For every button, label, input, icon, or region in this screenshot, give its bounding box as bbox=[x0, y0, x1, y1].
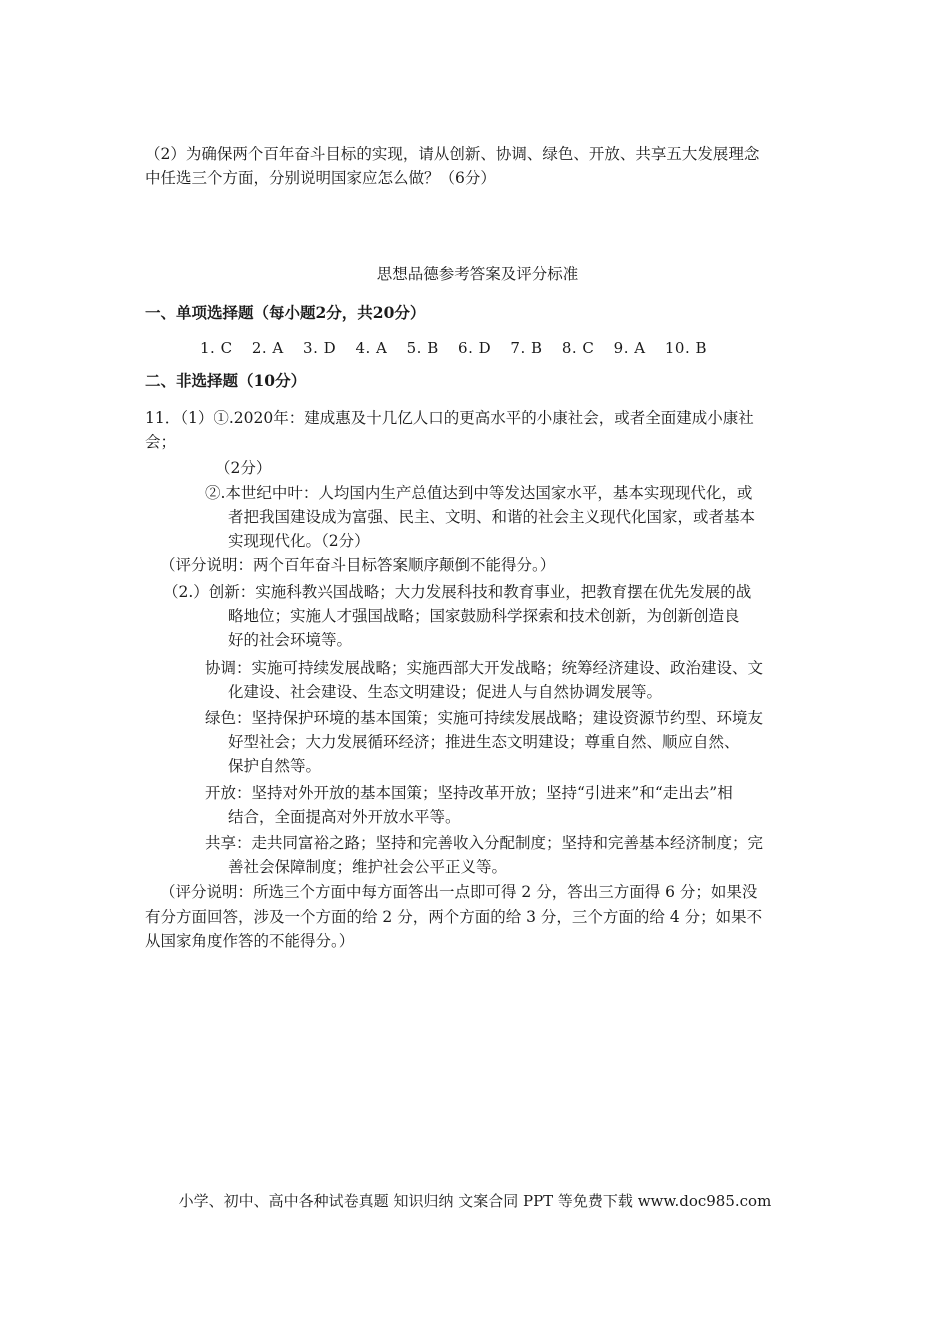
innovation-line-2: 略地位；实施人才强国战略；国家鼓励科学探索和技术创新，为创新创造良 bbox=[228, 607, 740, 625]
mc-answer: 10. B bbox=[664, 339, 708, 357]
scoring-note-2-line-3: 从国家角度作答的不能得分。） bbox=[145, 932, 355, 950]
question-2-line-2: 中任选三个方面，分别说明国家应怎么做？（6分） bbox=[145, 169, 496, 187]
coordination-line-2: 化建设、社会建设、生态文明建设；促进人与自然协调发展等。 bbox=[228, 683, 663, 701]
q11-part2-line-1: ②.本世纪中叶：人均国内生产总值达到中等发达国家水平，基本实现现代化，或 bbox=[205, 484, 753, 502]
open-line-2: 结合，全面提高对外开放水平等。 bbox=[228, 808, 461, 826]
share-line-2: 善社会保障制度；维护社会公平正义等。 bbox=[228, 858, 508, 876]
mc-answer: 7. B bbox=[510, 339, 543, 357]
mc-answer: 5. B bbox=[406, 339, 439, 357]
section-1-heading: 一、单项选择题（每小题2分，共20分） bbox=[145, 303, 426, 322]
mc-answer: 2. A bbox=[251, 339, 284, 357]
coordination-line-1: 协调：实施可持续发展战略；实施西部大开发战略；统筹经济建设、政治建设、文 bbox=[205, 659, 764, 677]
page-footer: 小学、初中、高中各种试卷真题 知识归纳 文案合同 PPT 等免费下载 www.doc985.com bbox=[178, 1192, 772, 1210]
answer-key-title: 思想品德参考答案及评分标准 bbox=[376, 265, 579, 283]
mc-answer: 6. D bbox=[458, 339, 492, 357]
mc-answer: 3. D bbox=[303, 339, 337, 357]
q11-part1-line-1: 11．（1）①.2020年：建成惠及十几亿人口的更高水平的小康社会，或者全面建成小康社 bbox=[145, 409, 754, 427]
green-line-2: 好型社会；大力发展循环经济；推进生态文明建设；尊重自然、顺应自然、 bbox=[228, 733, 740, 751]
innovation-line-1: （2.）创新：实施科教兴国战略；大力发展科技和教育事业，把教育摆在优先发展的战 bbox=[163, 583, 752, 601]
q11-part1-line-2: 会； bbox=[145, 433, 177, 451]
mc-answer: 9. A bbox=[613, 339, 646, 357]
section-2-heading: 二、非选择题（10分） bbox=[145, 371, 307, 390]
question-2-line-1: （2）为确保两个百年奋斗目标的实现，请从创新、协调、绿色、开放、共享五大发展理念 bbox=[145, 145, 760, 163]
q11-part2-line-2: 者把我国建设成为富强、民主、文明、和谐的社会主义现代化国家，或者基本 bbox=[228, 508, 756, 526]
mc-answer: 4. A bbox=[355, 339, 388, 357]
multiple-choice-answers bbox=[200, 336, 721, 360]
green-line-1: 绿色：坚持保护环境的基本国策；实施可持续发展战略；建设资源节约型、环境友 bbox=[205, 709, 764, 727]
innovation-line-3: 好的社会环境等。 bbox=[228, 631, 353, 649]
scoring-note-2-line-1: （评分说明：所选三个方面中每方面答出一点即可得 2 分，答出三方面得 6 分；如果没 bbox=[160, 883, 758, 901]
scoring-note-1: （评分说明：两个百年奋斗目标答案顺序颠倒不能得分。） bbox=[160, 556, 556, 574]
q11-part1-score: （2分） bbox=[215, 459, 272, 477]
share-line-1: 共享：走共同富裕之路；坚持和完善收入分配制度；坚持和完善基本经济制度；完 bbox=[205, 834, 764, 852]
mc-answer: 8. C bbox=[561, 339, 595, 357]
open-line-1: 开放：坚持对外开放的基本国策；坚持改革开放；坚持“引进来”和“走出去”相 bbox=[205, 784, 733, 802]
green-line-3: 保护自然等。 bbox=[228, 757, 322, 775]
scoring-note-2-line-2: 有分方面回答，涉及一个方面的给 2 分，两个方面的给 3 分，三个方面的给 4 分；如果不 bbox=[145, 908, 763, 926]
mc-answer: 1. C bbox=[200, 339, 233, 357]
q11-part2-line-3: 实现现代化。（2分） bbox=[228, 532, 370, 550]
